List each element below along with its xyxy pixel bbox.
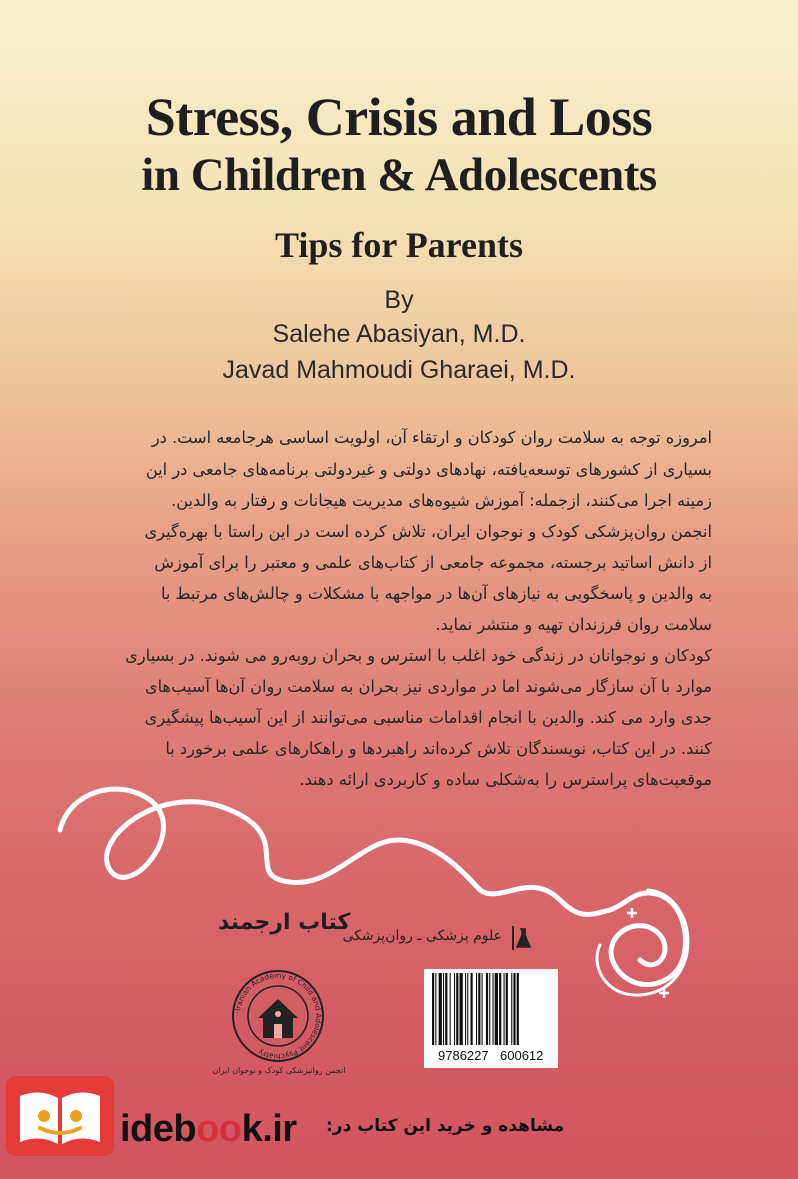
- barcode-bar: [506, 973, 508, 1045]
- flask-icon: [512, 926, 532, 950]
- barcode-bar: [454, 973, 455, 1045]
- barcode-bar: [499, 973, 501, 1045]
- blurb-line: از دانش اساتید برجسته، مجموعه جامعی از کتاب‌های علمی و معتبر را برای آموزش: [154, 553, 712, 572]
- barcode-bars: [430, 973, 552, 1045]
- author-2: Javad Mahmoudi Gharaei, M.D.: [222, 356, 576, 384]
- title-line-1: Stress, Crisis and Loss: [145, 87, 653, 147]
- barcode-bar: [439, 973, 442, 1045]
- barcode-bar: [460, 973, 463, 1045]
- blurb-line: سلامت روان فرزندان تهیه و منتشر نماید.: [435, 615, 712, 634]
- watermark-persian-text: مشاهده و خرید این کتاب در:: [326, 1116, 565, 1136]
- barcode-left-digits: 9786227: [438, 1048, 489, 1063]
- blurb-line: جدی وارد می کند. والدین با انجام اقدامات مناسبی می‌توانند از این آسیب‌ها پیشگیری: [144, 708, 712, 727]
- association-emblem: [228, 966, 328, 1066]
- barcode-bar: [465, 973, 466, 1045]
- barcode-bar: [511, 973, 512, 1045]
- blurb-line: بسیاری از کشورهای توسعه‌یافته، نهادهای دولتی و غیردولتی برنامه‌های جامعی در این: [145, 460, 712, 479]
- barcode-bar: [486, 973, 488, 1045]
- publisher-logo: کتاب ارجمند: [218, 910, 351, 935]
- watermark-brand-end: k.ir: [241, 1108, 297, 1150]
- barcode: [424, 969, 558, 1068]
- barcode-bar: [493, 973, 494, 1045]
- association-ring-text: Iranian Academy of Child and Adolescent Psychiatry: [233, 970, 324, 1062]
- barcode-bar: [517, 973, 519, 1045]
- barcode-bar: [467, 973, 468, 1045]
- blurb-line: زمینه اجرا می‌کنند، ازجمله: آموزش شیوه‌های مدیریت هیجانات و رفتار به والدین.: [171, 491, 712, 510]
- blurb-line: کنند. در این کتاب، نویسندگان تلاش کرده‌اند راهبردها و راهکارهای علمی برخورد با: [165, 739, 712, 758]
- barcode-bar: [471, 973, 473, 1045]
- blurb-line: کودکان و نوجوانان در زندگی خود اغلب با استرس و بحران روبه‌رو می شوند. در بسیاری: [125, 646, 712, 665]
- blurb-line: به والدین و پاسخگویی به نیازهای آن‌ها در مواجهه با مشکلات و چالش‌های مرتبط با: [160, 584, 712, 603]
- watermark-brand: [120, 1108, 297, 1151]
- subtitle: Tips for Parents: [274, 225, 524, 265]
- blurb-line: انجمن روان‌پزشکی کودک و نوجوان ایران، تلاش کرده است در این راستا با بهره‌گیری: [144, 522, 712, 541]
- by-label: By: [384, 286, 414, 314]
- barcode-bar: [432, 973, 434, 1045]
- barcode-bar: [435, 973, 436, 1045]
- barcode-bar: [482, 973, 483, 1045]
- category-text: علوم پزشکی ـ روان‌پزشکی: [342, 928, 502, 944]
- blurb-line: موقعیت‌های پراسترس را به‌شکلی ساده و کاربردی ارائه دهند.: [299, 770, 712, 789]
- blurb-line: موارد با آن سازگار می‌شوند اما در مواردی نیز بحران به سلامت روان آن‌ها آسیب‌های: [144, 677, 712, 696]
- category-label: [322, 928, 532, 950]
- barcode-bar: [456, 973, 458, 1045]
- barcode-bar: [443, 973, 444, 1045]
- title-line-2: in Children & Adolescents: [141, 149, 657, 201]
- barcode-bar: [445, 973, 447, 1045]
- barcode-bar: [495, 973, 498, 1045]
- watermark-brand-main: ideb: [120, 1108, 197, 1150]
- barcode-bar: [450, 973, 451, 1045]
- barcode-bar: [478, 973, 480, 1045]
- author-1: Salehe Abasiyan, M.D.: [272, 320, 526, 348]
- watermark-brand-accent: oo: [196, 1108, 242, 1150]
- barcode-bar: [489, 973, 490, 1045]
- association-name: انجمن روانپزشکی کودک و نوجوان ایران: [212, 1066, 346, 1075]
- barcode-bar: [504, 973, 505, 1045]
- watermark-book-icon: [4, 1072, 116, 1160]
- barcode-bar: [513, 973, 515, 1045]
- blurb-line: امروزه توجه به سلامت روان کودکان و ارتقاء آن، اولویت اساسی هرجامعه است. در: [151, 428, 712, 447]
- barcode-right-digits: 600612: [500, 1048, 544, 1063]
- barcode-bar: [476, 973, 477, 1045]
